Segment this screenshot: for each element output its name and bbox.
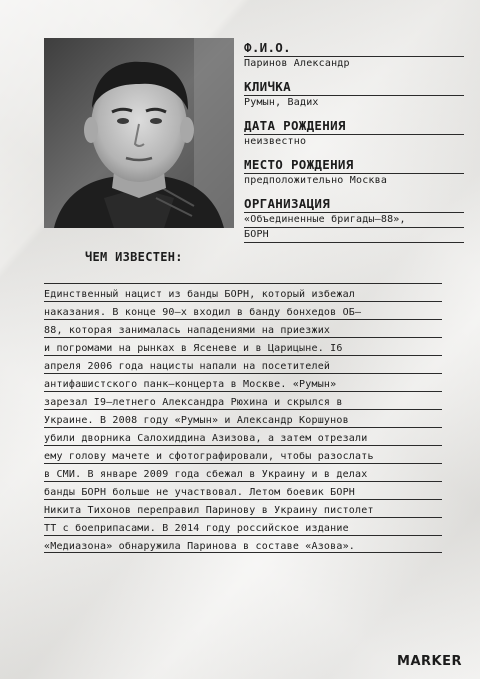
portrait-photo [44, 38, 234, 228]
biography-line: убили дворника Салохиддина Азизова, а затем отрезали [44, 427, 442, 445]
birthdate-label: ДАТА РОЖДЕНИЯ [244, 118, 346, 133]
biography-line: апреля 2006 года нацисты напали на посетителей [44, 355, 442, 373]
biography-text [44, 283, 442, 553]
organization-value-line: БОРН [244, 227, 464, 243]
birthdate-value: неизвестно [244, 134, 464, 149]
biography-line: Никита Тихонов переправил Паринову в Украину пистолет [44, 499, 442, 517]
fio-label: Ф.И.О. [244, 40, 291, 55]
biography-line: антифашистского панк–концерта в Москве. «Румын» [44, 373, 442, 391]
biography-line: и погромами на рынках в Ясеневе и в Царицыне. I6 [44, 337, 442, 355]
biography-line: зарезал I9–летнего Александра Рюхина и скрылся в [44, 391, 442, 409]
biography-line: 88, которая занималась нападениями на приезжих [44, 319, 442, 337]
known-for-heading: ЧЕМ ИЗВЕСТЕН: [85, 250, 183, 264]
nickname-label: КЛИЧКА [244, 79, 291, 94]
biography-line: банды БОРН больше не участвовал. Летом боевик БОРН [44, 481, 442, 499]
organization-value-line: «Объединенные бригады–88», [244, 212, 464, 227]
biography-line: «Медиазона» обнаружила Паринова в составе «Азова». [44, 535, 442, 553]
biography-line: ТТ с боеприпасами. В 2014 году российское издание [44, 517, 442, 535]
fio-value: Паринов Александр [244, 56, 464, 71]
nickname-value: Румын, Вадих [244, 95, 464, 110]
biography-line: в СМИ. В январе 2009 года сбежал в Украину и в делах [44, 463, 442, 481]
biography-line: наказания. В конце 90–х входил в банду бонхедов ОБ– [44, 301, 442, 319]
birthplace-label: МЕСТО РОЖДЕНИЯ [244, 157, 354, 172]
biography-line: Украине. В 2008 году «Румын» и Александр Коршунов [44, 409, 442, 427]
marker-logo: MARKER [397, 654, 462, 669]
birthplace-value: предположительно Москва [244, 173, 464, 188]
profile-fields [244, 40, 464, 243]
organization-label: ОРГАНИЗАЦИЯ [244, 196, 331, 211]
biography-line: ему голову мачете и сфотографировали, чтобы разослать [44, 445, 442, 463]
biography-line: Единственный нацист из банды БОРН, который избежал [44, 283, 442, 301]
